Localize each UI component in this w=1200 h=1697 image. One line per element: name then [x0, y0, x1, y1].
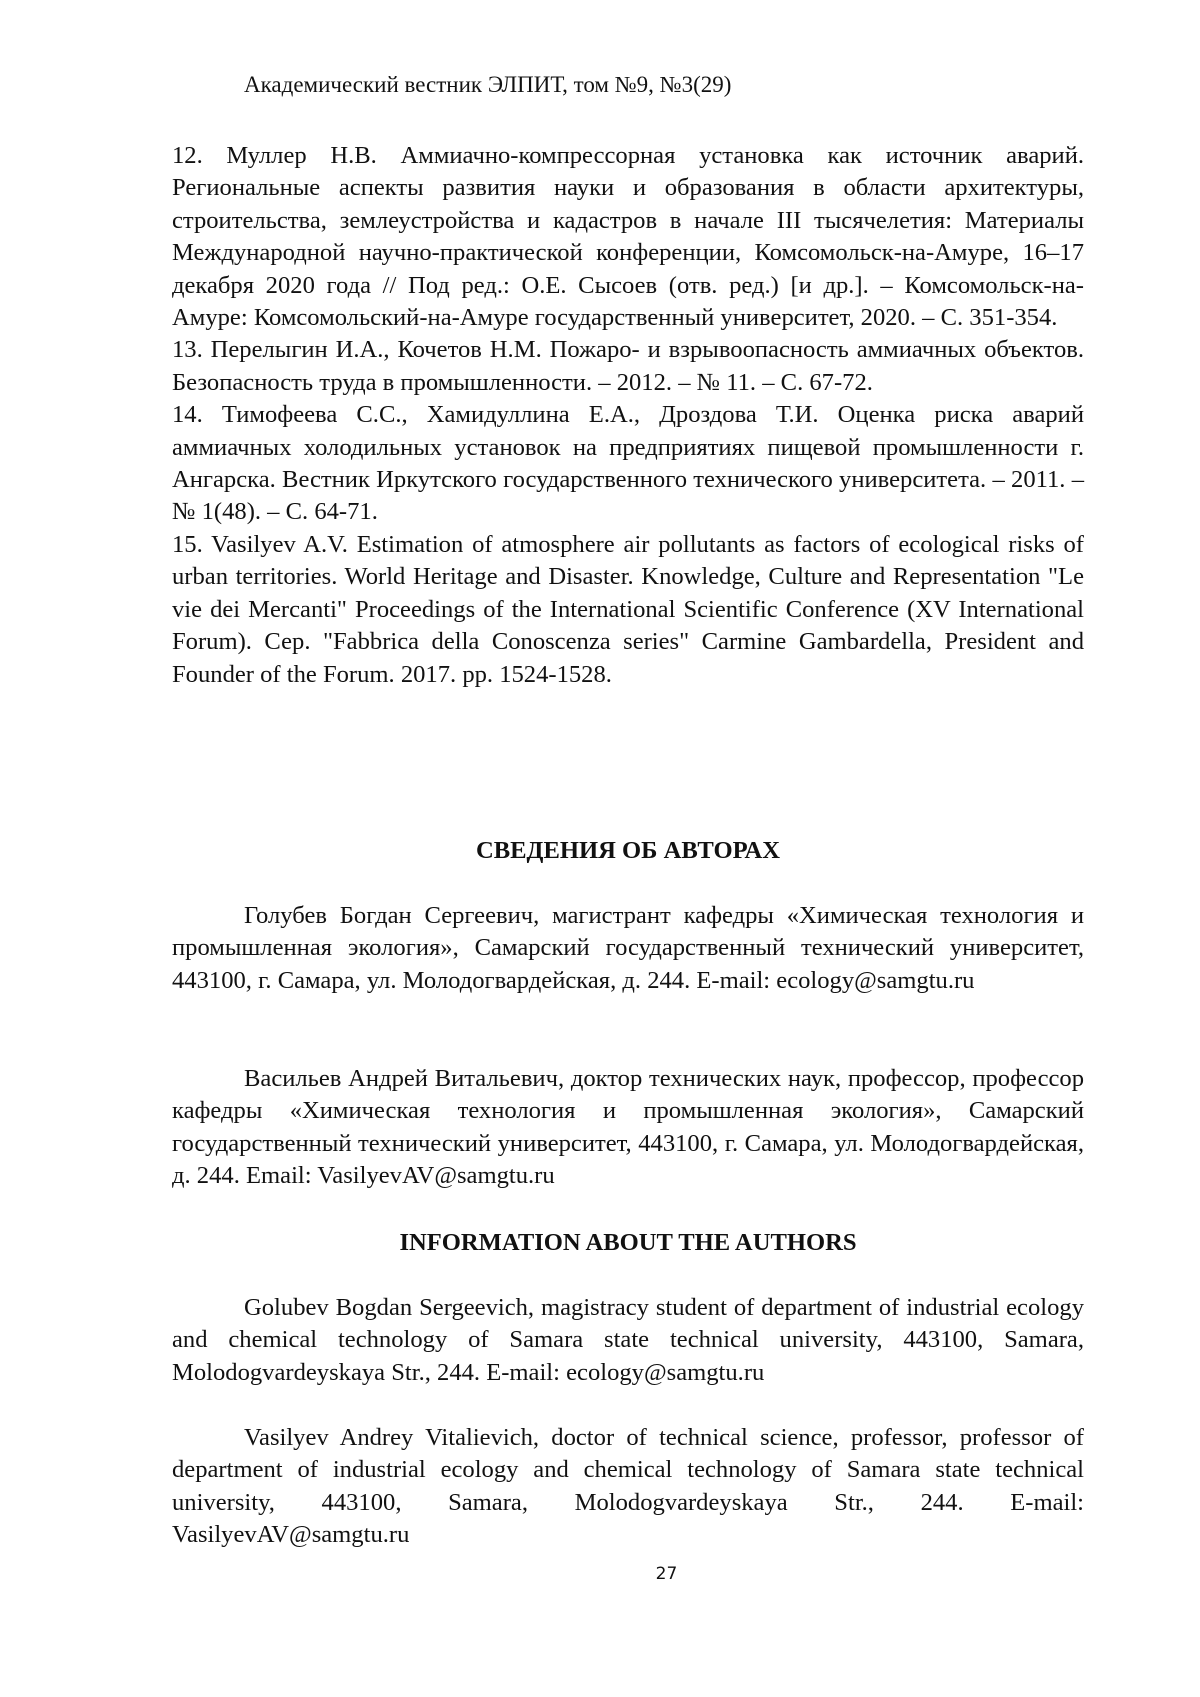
authors-ru-title: СВЕДЕНИЯ ОБ АВТОРАХ [475, 837, 781, 864]
author-en-golubev: Golubev Bogdan Sergeevich, magistracy student of department of industrial ecology and chemical technology of Samara state technical university, 443100, Samara, Molodogvardeyskaya Str., 244. E-mail: ecology@samgtu.ru [172, 1294, 1084, 1386]
authors-en-title: INFORMATION ABOUT THE AUTHORS [399, 1229, 857, 1256]
author-en-vasilyev: Vasilyev Andrey Vitalievich, doctor of technical science, professor, professor of department of industrial ecology and chemical technology of Samara state technical university, 443100, Samara, Molodogvardeyskaya Str., 244. E-mail: VasilyevAV@samgtu.ru [172, 1424, 1084, 1549]
page-number: 27 [655, 1564, 678, 1584]
reference-item-12: 12. Муллер Н.В. Аммиачно-компрессорная установка как источник аварий. Региональные аспекты развития науки и образования в области архитектуры, строительства, землеустройства и кадастров в начале III тысячелетия: Материалы Международной научно-практической конференции, Комсомольск-на-Амуре, 16–17 декабря 2020 года // Под ред.: О.Е. Сысоев (отв. ред.) [и др.]. – Комсомольск-на-Амуре: Комсомольский-на-Амуре государственный университет, 2020. – С. 351-354. [172, 142, 1084, 332]
reference-item-13: 13. Перелыгин И.А., Кочетов Н.М. Пожаро- и взрывоопасность аммиачных объектов. Безопасность труда в промышленности. – 2012. – № 11. – С. 67-72. [172, 336, 1084, 396]
reference-item-15: 15. Vasilyev A.V. Estimation of atmosphere air pollutants as factors of ecological risks of urban territories. World Heritage and Disaster. Knowledge, Culture and Representation "Le vie dei Mercanti" Proceedings of the International Scientific Conference (XV International Forum). Сер. "Fabbrica della Conoscenza series" Carmine Gambardella, President and Founder of the Forum. 2017. pp. 1524-1528. [172, 530, 1084, 688]
reference-item-14: 14. Тимофеева С.С., Хамидуллина Е.А., Дроздова Т.И. Оценка риска аварий аммиачных холодильных установок на предприятиях пищевой промышленности г. Ангарска. Вестник Иркутского государственного технического университета. – 2011. – № 1(48). – С. 64-71. [172, 401, 1084, 526]
author-ru-golubev: Голубев Богдан Сергеевич, магистрант кафедры «Химическая технология и промышленная экология», Самарский государственный технический университет, 443100, г. Самара, ул. Молодогвардейская, д. 244. E-mail: ecology@samgtu.ru [172, 902, 1084, 994]
journal-header: Академический вестник ЭЛПИТ, том №9, №3(29) [244, 72, 732, 97]
author-ru-vasilyev: Васильев Андрей Витальевич, доктор технических наук, профессор, профессор кафедры «Химическая технология и промышленная экология», Самарский государственный технический университет, 443100, г. Самара, ул. Молодогвардейская, д. 244. Email: VasilyevAV@samgtu.ru [172, 1065, 1084, 1190]
reference-list [172, 140, 1084, 691]
